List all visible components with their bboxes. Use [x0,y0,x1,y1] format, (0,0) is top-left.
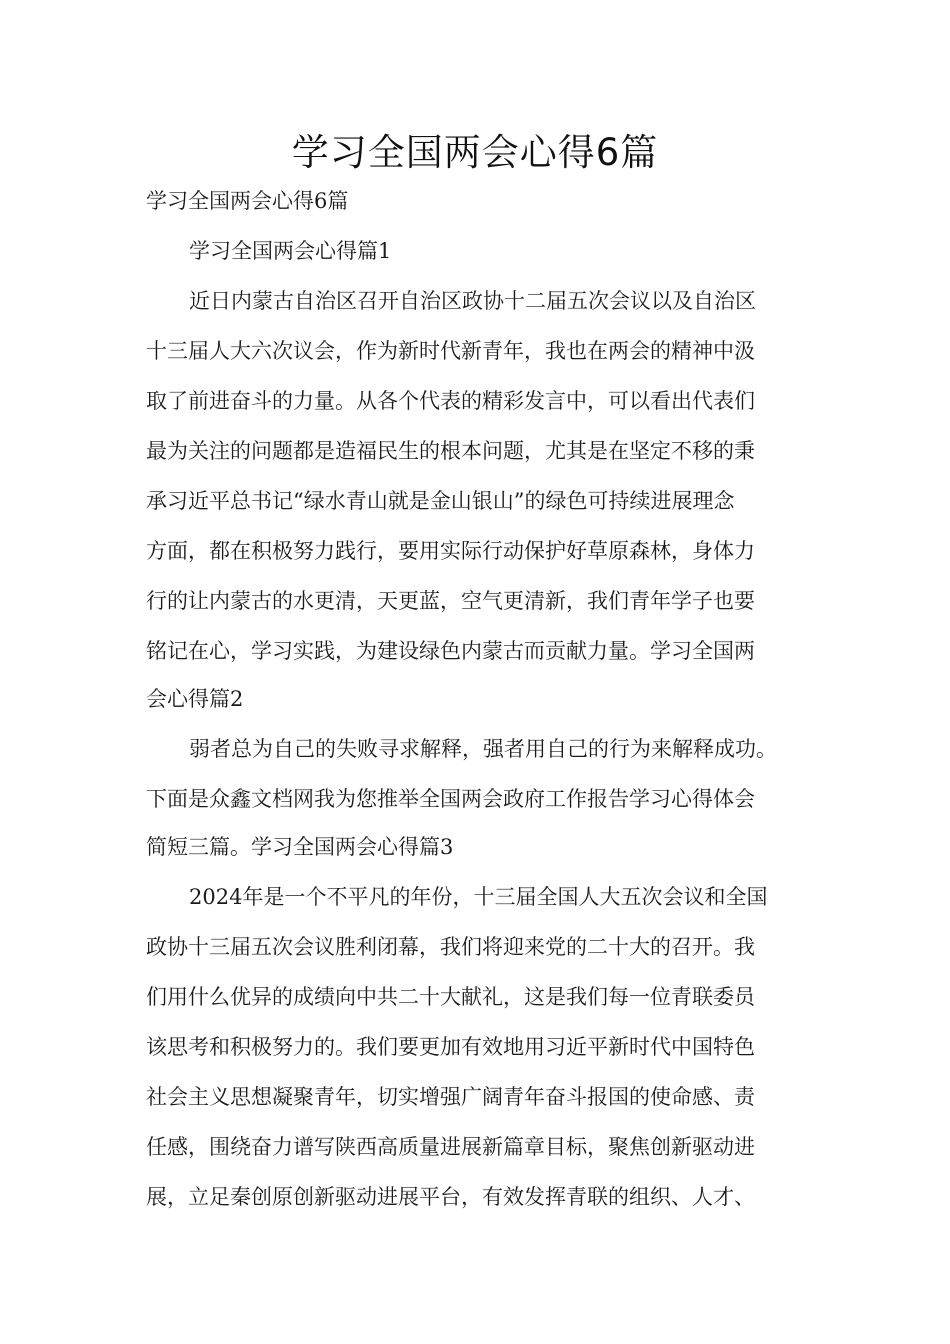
paragraph-line: 该思考和积极努力的。我们要更加有效地用习近平新时代中国特色 [146,1035,755,1059]
paragraph-line: 方面，都在积极努力践行，要用实际行动保护好草原森林，身体力 [146,539,755,563]
paragraph-line: 展，立足秦创原创新驱动进展平台，有效发挥青联的组织、人才、 [146,1185,755,1209]
paragraph-line: 行的让内蒙古的水更清，天更蓝，空气更清新，我们青年学子也要 [146,589,755,613]
paragraph-line: 简短三篇。学习全国两会心得篇3 [146,835,454,859]
paragraph-line: 取了前进奋斗的力量。从各个代表的精彩发言中，可以看出代表们 [146,389,755,413]
paragraph-line: 承习近平总书记“绿水青山就是金山银山”的绿色可持续进展理念 [146,489,735,513]
paragraph-line: 近日内蒙古自治区召开自治区政协十二届五次会议以及自治区 [189,289,756,313]
paragraph-line: 最为关注的问题都是造福民生的根本问题，尤其是在坚定不移的秉 [146,439,755,463]
paragraph-line: 下面是众鑫文档网我为您推举全国两会政府工作报告学习心得体会 [146,787,755,811]
paragraph-line: 铭记在心，学习实践，为建设绿色内蒙古而贡献力量。学习全国两 [146,639,755,663]
doc-subtitle-line: 学习全国两会心得6篇 [146,189,349,213]
section-heading-1: 学习全国两会心得篇1 [189,239,392,263]
paragraph-line: 弱者总为自己的失败寻求解释，强者用自己的行为来解释成功。 [189,737,777,761]
paragraph-line: 任感，围绕奋力谱写陕西高质量进展新篇章目标，聚焦创新驱动进 [146,1135,755,1159]
paragraph-line: 十三届人大六次议会，作为新时代新青年，我也在两会的精神中汲 [146,339,755,363]
paragraph-line: 们用什么优异的成绩向中共二十大献礼，这是我们每一位青联委员 [146,985,755,1009]
paragraph-line: 政协十三届五次会议胜利闭幕，我们将迎来党的二十大的召开。我 [146,935,755,959]
paragraph-line: 2024年是一个不平凡的年份，十三届全国人大五次会议和全国 [189,885,768,909]
paragraph-line: 社会主义思想凝聚青年，切实增强广阔青年奋斗报国的使命感、责 [146,1085,755,1109]
document-title: 学习全国两会心得6篇 [291,131,659,174]
paragraph-line: 会心得篇2 [146,687,244,711]
